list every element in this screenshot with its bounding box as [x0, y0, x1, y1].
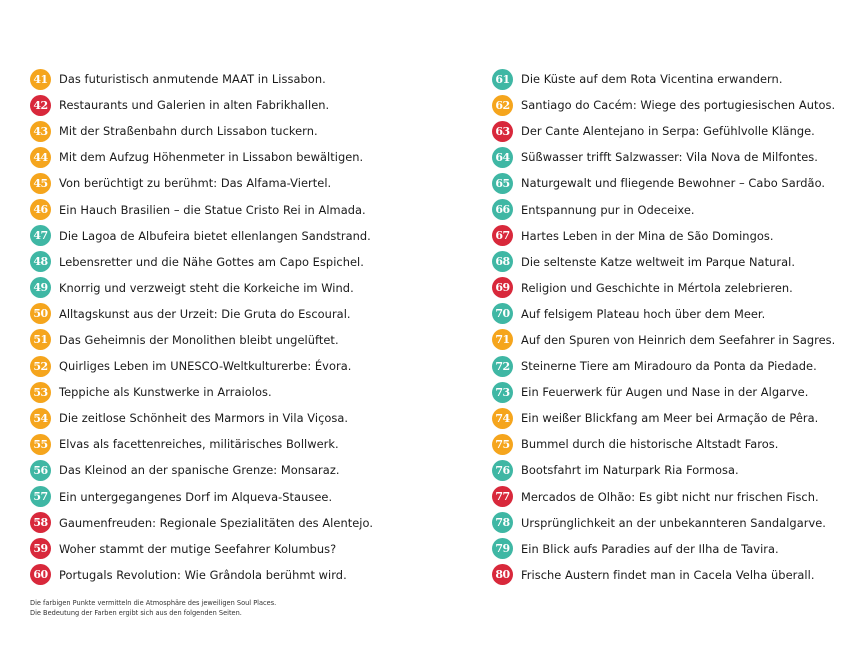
number-dot: 49: [30, 277, 51, 298]
list-item-text: Die zeitlose Schönheit des Marmors in Vila Viçosa.: [59, 411, 349, 426]
number-dot: 55: [30, 434, 51, 455]
list-item: [30, 118, 460, 144]
number-dot: 77: [492, 486, 513, 507]
list-item: [492, 327, 852, 353]
list-item-text: Mercados de Olhão: Es gibt nicht nur frischen Fisch.: [521, 489, 819, 504]
list-item-text: Ein weißer Blickfang am Meer bei Armação de Pêra.: [521, 411, 819, 426]
footnote: [30, 598, 276, 618]
list-item: [492, 405, 852, 431]
list-item-text: Quirliges Leben im UNESCO-Weltkulturerbe: Évora.: [59, 359, 352, 374]
list-item-text: Von berüchtigt zu berühmt: Das Alfama-Viertel.: [59, 176, 332, 191]
list-item: [30, 249, 460, 275]
list-item-text: Religion und Geschichte in Mértola zelebrieren.: [521, 280, 793, 295]
number-dot: 73: [492, 382, 513, 403]
left-column: [30, 66, 460, 588]
number-dot: 56: [30, 460, 51, 481]
list-item: [30, 484, 460, 510]
list-item-text: Frische Austern findet man in Cacela Velha überall.: [521, 567, 815, 582]
list-item: [492, 144, 852, 170]
list-item-text: Bummel durch die historische Altstadt Faros.: [521, 437, 779, 452]
list-item: [30, 562, 460, 588]
right-column: [492, 66, 852, 588]
list-item-text: Bootsfahrt im Naturpark Ria Formosa.: [521, 463, 739, 478]
number-dot: 47: [30, 225, 51, 246]
list-item: [492, 118, 852, 144]
list-item: [30, 92, 460, 118]
number-dot: 53: [30, 382, 51, 403]
list-item: [492, 510, 852, 536]
list-item: [30, 223, 460, 249]
list-item: [30, 457, 460, 483]
list-item-text: Hartes Leben in der Mina de São Domingos.: [521, 228, 774, 243]
list-item-text: Teppiche als Kunstwerke in Arraiolos.: [59, 385, 272, 400]
list-item: [492, 536, 852, 562]
number-dot: 41: [30, 69, 51, 90]
number-dot: 50: [30, 303, 51, 324]
number-dot: 70: [492, 303, 513, 324]
list-item-text: Lebensretter und die Nähe Gottes am Capo Espichel.: [59, 254, 364, 269]
number-dot: 59: [30, 538, 51, 559]
number-dot: 64: [492, 147, 513, 168]
list-item-text: Das futuristisch anmutende MAAT in Lissabon.: [59, 72, 326, 87]
number-dot: 62: [492, 95, 513, 116]
number-dot: 75: [492, 434, 513, 455]
list-item-text: Das Kleinod an der spanische Grenze: Monsaraz.: [59, 463, 340, 478]
number-dot: 48: [30, 251, 51, 272]
list-item: [30, 510, 460, 536]
number-dot: 43: [30, 121, 51, 142]
number-dot: 58: [30, 512, 51, 533]
list-item: [30, 170, 460, 196]
footnote-line-2: Die Bedeutung der Farben ergibt sich aus den folgenden Seiten.: [30, 609, 242, 617]
footnote-line-1: Die farbigen Punkte vermitteln die Atmosphäre des jeweiligen Soul Places.: [30, 599, 277, 607]
number-dot: 57: [30, 486, 51, 507]
list-item: [30, 275, 460, 301]
list-item: [492, 249, 852, 275]
number-dot: 72: [492, 356, 513, 377]
list-item-text: Steinerne Tiere am Miradouro da Ponta da Piedade.: [521, 359, 817, 374]
list-item: [492, 484, 852, 510]
list-item: [492, 196, 852, 222]
number-dot: 42: [30, 95, 51, 116]
list-item-text: Naturgewalt und fliegende Bewohner – Cabo Sardão.: [521, 176, 826, 191]
number-dot: 54: [30, 408, 51, 429]
number-dot: 74: [492, 408, 513, 429]
list-item: [492, 223, 852, 249]
list-item-text: Die Küste auf dem Rota Vicentina erwandern.: [521, 72, 783, 87]
number-dot: 46: [30, 199, 51, 220]
list-item-text: Ursprünglichkeit an der unbekannteren Sandalgarve.: [521, 515, 826, 530]
list-item: [30, 144, 460, 170]
list-item-text: Restaurants und Galerien in alten Fabrikhallen.: [59, 98, 330, 113]
list-item-text: Elvas als facettenreiches, militärisches Bollwerk.: [59, 437, 339, 452]
list-item: [492, 92, 852, 118]
list-item: [492, 301, 852, 327]
list-item-text: Das Geheimnis der Monolithen bleibt ungelüftet.: [59, 332, 339, 347]
list-item: [30, 353, 460, 379]
list-item-text: Die seltenste Katze weltweit im Parque Natural.: [521, 254, 796, 269]
list-item: [492, 353, 852, 379]
list-item: [492, 170, 852, 196]
number-dot: 79: [492, 538, 513, 559]
number-dot: 71: [492, 329, 513, 350]
list-item-text: Ein Hauch Brasilien – die Statue Cristo Rei in Almada.: [59, 202, 366, 217]
number-dot: 60: [30, 564, 51, 585]
list-item-text: Ein Blick aufs Paradies auf der Ilha de Tavira.: [521, 541, 779, 556]
list-item-text: Gaumenfreuden: Regionale Spezialitäten des Alentejo.: [59, 515, 373, 530]
list-item-text: Die Lagoa de Albufeira bietet ellenlangen Sandstrand.: [59, 228, 371, 243]
list-item-text: Mit dem Aufzug Höhenmeter in Lissabon bewältigen.: [59, 150, 364, 165]
list-item: [492, 275, 852, 301]
number-dot: 68: [492, 251, 513, 272]
list-item-text: Alltagskunst aus der Urzeit: Die Gruta do Escoural.: [59, 306, 351, 321]
list-item: [30, 301, 460, 327]
list-item-text: Ein Feuerwerk für Augen und Nase in der Algarve.: [521, 385, 809, 400]
number-dot: 52: [30, 356, 51, 377]
list-item: [492, 66, 852, 92]
list-item: [30, 405, 460, 431]
list-item: [492, 457, 852, 483]
list-item: [30, 431, 460, 457]
list-item: [492, 431, 852, 457]
number-dot: 78: [492, 512, 513, 533]
list-item-text: Entspannung pur in Odeceixe.: [521, 202, 695, 217]
number-dot: 61: [492, 69, 513, 90]
list-item-text: Süßwasser trifft Salzwasser: Vila Nova de Milfontes.: [521, 150, 818, 165]
number-dot: 76: [492, 460, 513, 481]
list-item-text: Knorrig und verzweigt steht die Korkeiche im Wind.: [59, 280, 354, 295]
list-item-text: Ein untergegangenes Dorf im Alqueva-Stausee.: [59, 489, 333, 504]
list-item: [30, 66, 460, 92]
number-dot: 66: [492, 199, 513, 220]
number-dot: 80: [492, 564, 513, 585]
number-dot: 51: [30, 329, 51, 350]
list-item-text: Auf den Spuren von Heinrich dem Seefahrer in Sagres.: [521, 332, 836, 347]
list-item-text: Auf felsigem Plateau hoch über dem Meer.: [521, 306, 766, 321]
list-item: [30, 379, 460, 405]
list-item-text: Der Cante Alentejano in Serpa: Gefühlvolle Klänge.: [521, 124, 815, 139]
list-item-text: Santiago do Cacém: Wiege des portugiesischen Autos.: [521, 98, 836, 113]
list-item: [30, 327, 460, 353]
list-item: [30, 536, 460, 562]
number-dot: 45: [30, 173, 51, 194]
list-item-text: Woher stammt der mutige Seefahrer Kolumbus?: [59, 541, 337, 556]
number-dot: 63: [492, 121, 513, 142]
list-item-text: Portugals Revolution: Wie Grândola berühmt wird.: [59, 567, 347, 582]
list-item-text: Mit der Straßenbahn durch Lissabon tuckern.: [59, 124, 318, 139]
number-dot: 65: [492, 173, 513, 194]
number-dot: 67: [492, 225, 513, 246]
list-item: [30, 196, 460, 222]
list-item: [492, 379, 852, 405]
number-dot: 69: [492, 277, 513, 298]
number-dot: 44: [30, 147, 51, 168]
list-item: [492, 562, 852, 588]
